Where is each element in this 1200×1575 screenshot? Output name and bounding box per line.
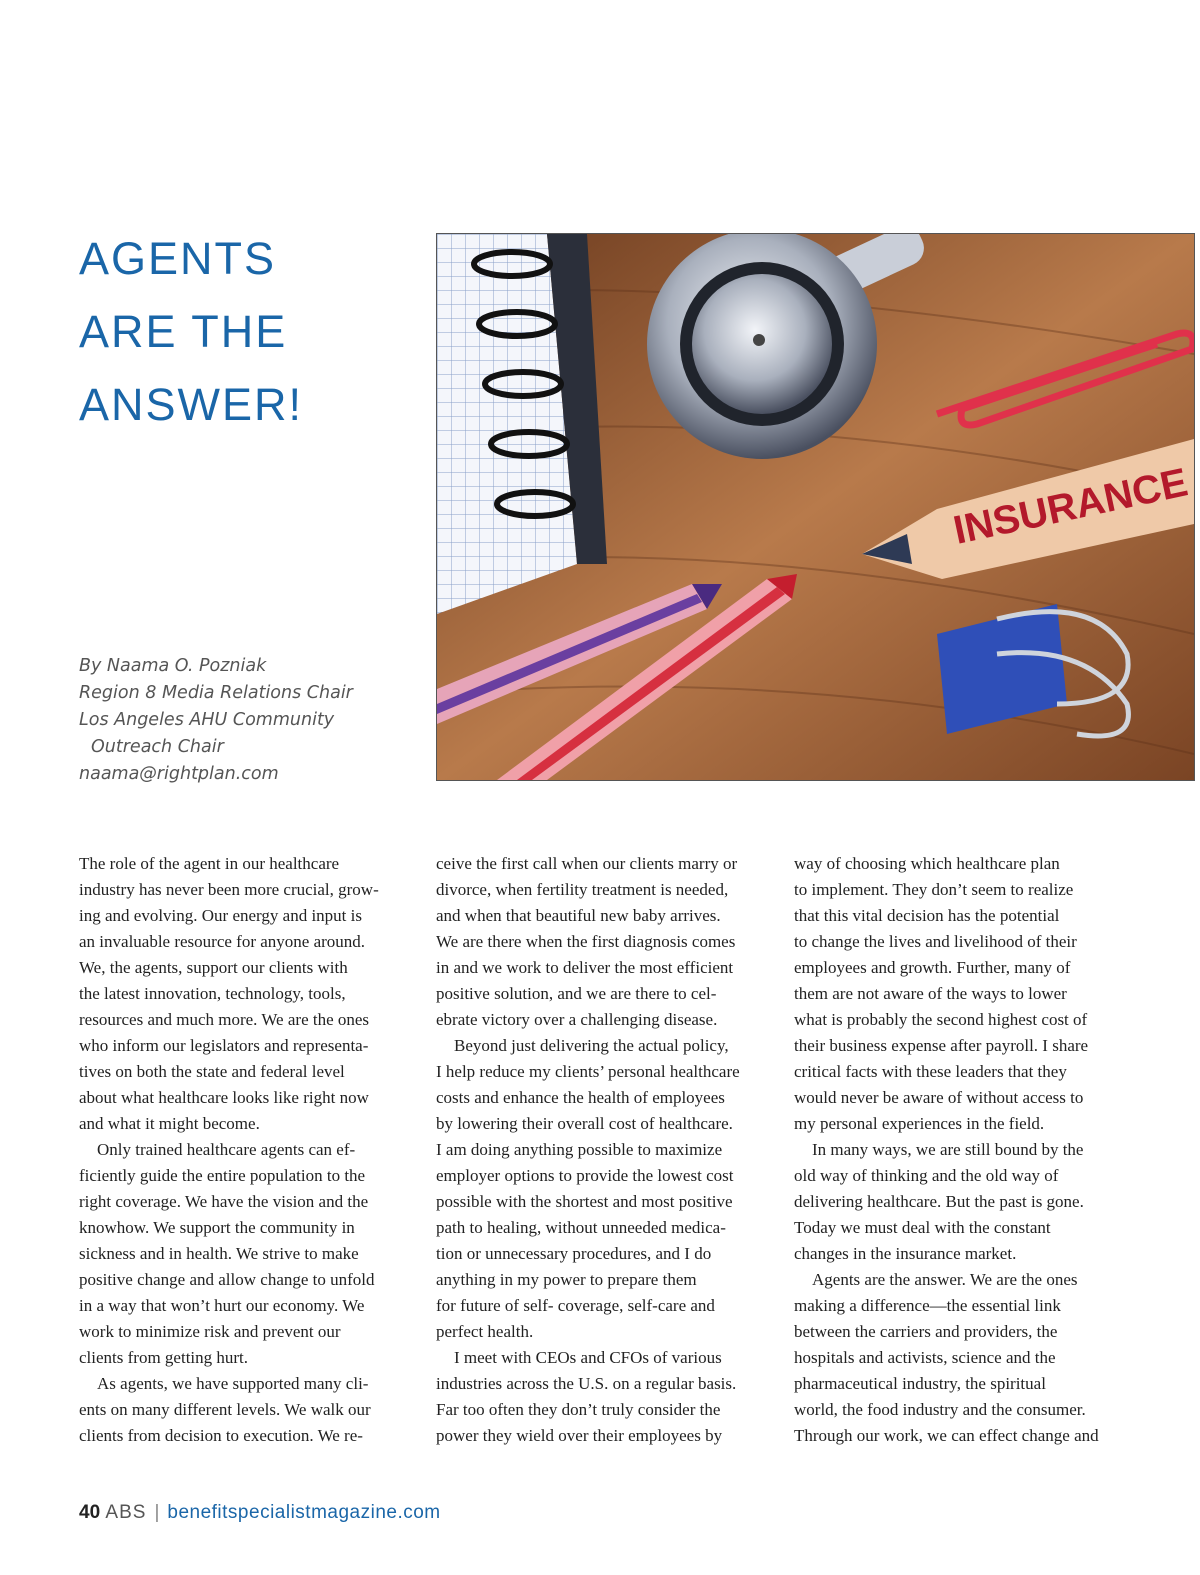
body-text-line: employer options to provide the lowest cost — [436, 1166, 734, 1185]
body-text-line: sickness and in health. We strive to make — [79, 1244, 359, 1263]
body-text-line: their business expense after payroll. I share — [794, 1036, 1089, 1055]
body-text-line: I meet with CEOs and CFOs of various — [454, 1348, 722, 1367]
body-text-line: resources and much more. We are the ones — [79, 1010, 370, 1029]
body-text-line: for future of self- coverage, self-care and — [436, 1296, 715, 1315]
body-text-line: positive change and allow change to unfold — [79, 1270, 375, 1289]
footer-separator: | — [154, 1502, 160, 1523]
body-text-line: positive solution, and we are there to cel- — [436, 984, 717, 1003]
body-text-line: knowhow. We support the community in — [79, 1218, 355, 1237]
body-text-line: delivering healthcare. But the past is gone. — [794, 1192, 1084, 1211]
author-role: Los Angeles AHU Community — [79, 710, 335, 730]
byline — [79, 653, 419, 788]
body-text-line: the latest innovation, technology, tools, — [79, 984, 346, 1003]
body-text-line: power they wield over their employees by — [436, 1426, 723, 1445]
body-text-line: an invaluable resource for anyone around. — [79, 932, 366, 951]
body-text-line: As agents, we have supported many cli- — [97, 1374, 369, 1393]
title-line: AGENTS — [79, 233, 277, 284]
body-text-line: what is probably the second highest cost of — [794, 1010, 1088, 1029]
body-text-line: who inform our legislators and representa- — [79, 1036, 369, 1055]
article-title — [79, 222, 419, 441]
body-text-line: them are not aware of the ways to lower — [794, 984, 1067, 1003]
body-text-line: tion or unnecessary procedures, and I do — [436, 1244, 712, 1263]
body-text-line: clients from getting hurt. — [79, 1348, 249, 1367]
body-text-line: industries across the U.S. on a regular basis. — [436, 1374, 737, 1393]
body-text-line: hospitals and activists, science and the — [794, 1348, 1056, 1367]
notebook-icon — [437, 234, 607, 614]
website-link[interactable]: benefitspecialistmagazine.com — [167, 1502, 441, 1523]
body-text-line: clients from decision to execution. We re- — [79, 1426, 363, 1445]
body-text-line: I help reduce my clients’ personal healthcare — [436, 1062, 740, 1081]
body-text-line: ceive the first call when our clients marry or — [436, 854, 738, 873]
body-text-line: The role of the agent in our healthcare — [79, 854, 340, 873]
body-text-line: in a way that won’t hurt our economy. We — [79, 1296, 365, 1315]
body-text-line: Far too often they don’t truly consider the — [436, 1400, 721, 1419]
body-text-line: Through our work, we can effect change and — [794, 1426, 1099, 1445]
body-text-line: perfect health. — [436, 1322, 534, 1341]
body-text-line: way of choosing which healthcare plan — [794, 854, 1060, 873]
body-text-line: I am doing anything possible to maximize — [436, 1140, 723, 1159]
body-text-line: between the carriers and providers, the — [794, 1322, 1058, 1341]
body-column-1 — [79, 851, 424, 1449]
body-text-line: ebrate victory over a challenging disease. — [436, 1010, 718, 1029]
body-column-2 — [436, 851, 781, 1449]
body-text-line: We, the agents, support our clients with — [79, 958, 348, 977]
body-text-line: to implement. They don’t seem to realize — [794, 880, 1074, 899]
body-text-line: that this vital decision has the potential — [794, 906, 1060, 925]
body-text-line: Agents are the answer. We are the ones — [812, 1270, 1078, 1289]
page-footer — [79, 1502, 441, 1524]
body-text-line: industry has never been more crucial, grow- — [79, 880, 379, 899]
body-text-line: world, the food industry and the consumer. — [794, 1400, 1086, 1419]
body-text-line: Beyond just delivering the actual policy, — [454, 1036, 729, 1055]
author-name: By Naama O. Pozniak — [79, 656, 267, 676]
body-text-line: work to minimize risk and prevent our — [79, 1322, 341, 1341]
body-text-line: in and we work to deliver the most efficient — [436, 958, 734, 977]
body-text-line: my personal experiences in the field. — [794, 1114, 1045, 1133]
body-column-3 — [794, 851, 1139, 1449]
body-text-line: In many ways, we are still bound by the — [812, 1140, 1084, 1159]
body-text-line: changes in the insurance market. — [794, 1244, 1017, 1263]
body-text-line: and what it might become. — [79, 1114, 260, 1133]
pencil-insurance-label: INSURANCE — [949, 460, 1192, 553]
body-text-line: old way of thinking and the old way of — [794, 1166, 1059, 1185]
author-email[interactable]: naama@rightplan.com — [79, 764, 279, 784]
author-role: Region 8 Media Relations Chair — [79, 683, 353, 703]
body-text-line: ficiently guide the entire population to the — [79, 1166, 366, 1185]
body-text-line: Only trained healthcare agents can ef- — [97, 1140, 356, 1159]
body-text-line: about what healthcare looks like right now — [79, 1088, 369, 1107]
body-text-line: and when that beautiful new baby arrives. — [436, 906, 721, 925]
publication-name: ABS — [105, 1502, 147, 1523]
body-text-line: costs and enhance the health of employees — [436, 1088, 725, 1107]
title-line: ANSWER! — [79, 379, 304, 430]
title-line: ARE THE — [79, 306, 288, 357]
body-text-line: anything in my power to prepare them — [436, 1270, 697, 1289]
page-number: 40 — [79, 1502, 101, 1523]
body-text-line: pharmaceutical industry, the spiritual — [794, 1374, 1046, 1393]
body-text-line: would never be aware of without access to — [794, 1088, 1084, 1107]
body-text-line: ents on many different levels. We walk our — [79, 1400, 371, 1419]
body-text-line: tives on both the state and federal level — [79, 1062, 345, 1081]
body-text-line: employees and growth. Further, many of — [794, 958, 1071, 977]
body-text-line: path to healing, without unneeded medica- — [436, 1218, 726, 1237]
body-text-line: Today we must deal with the constant — [794, 1218, 1051, 1237]
body-text-line: making a difference—the essential link — [794, 1296, 1061, 1315]
body-text-line: divorce, when fertility treatment is needed, — [436, 880, 729, 899]
body-text-line: possible with the shortest and most positive — [436, 1192, 733, 1211]
body-text-line: ing and evolving. Our energy and input is — [79, 906, 362, 925]
body-text-line: by lowering their overall cost of healthcare. — [436, 1114, 733, 1133]
body-text-line: to change the lives and livelihood of their — [794, 932, 1077, 951]
body-text-line: right coverage. We have the vision and the — [79, 1192, 369, 1211]
author-role: Outreach Chair — [91, 737, 224, 757]
body-text-line: We are there when the first diagnosis comes — [436, 932, 736, 951]
body-text-line: critical facts with these leaders that they — [794, 1062, 1067, 1081]
insurance-desk-photo — [436, 233, 1195, 781]
